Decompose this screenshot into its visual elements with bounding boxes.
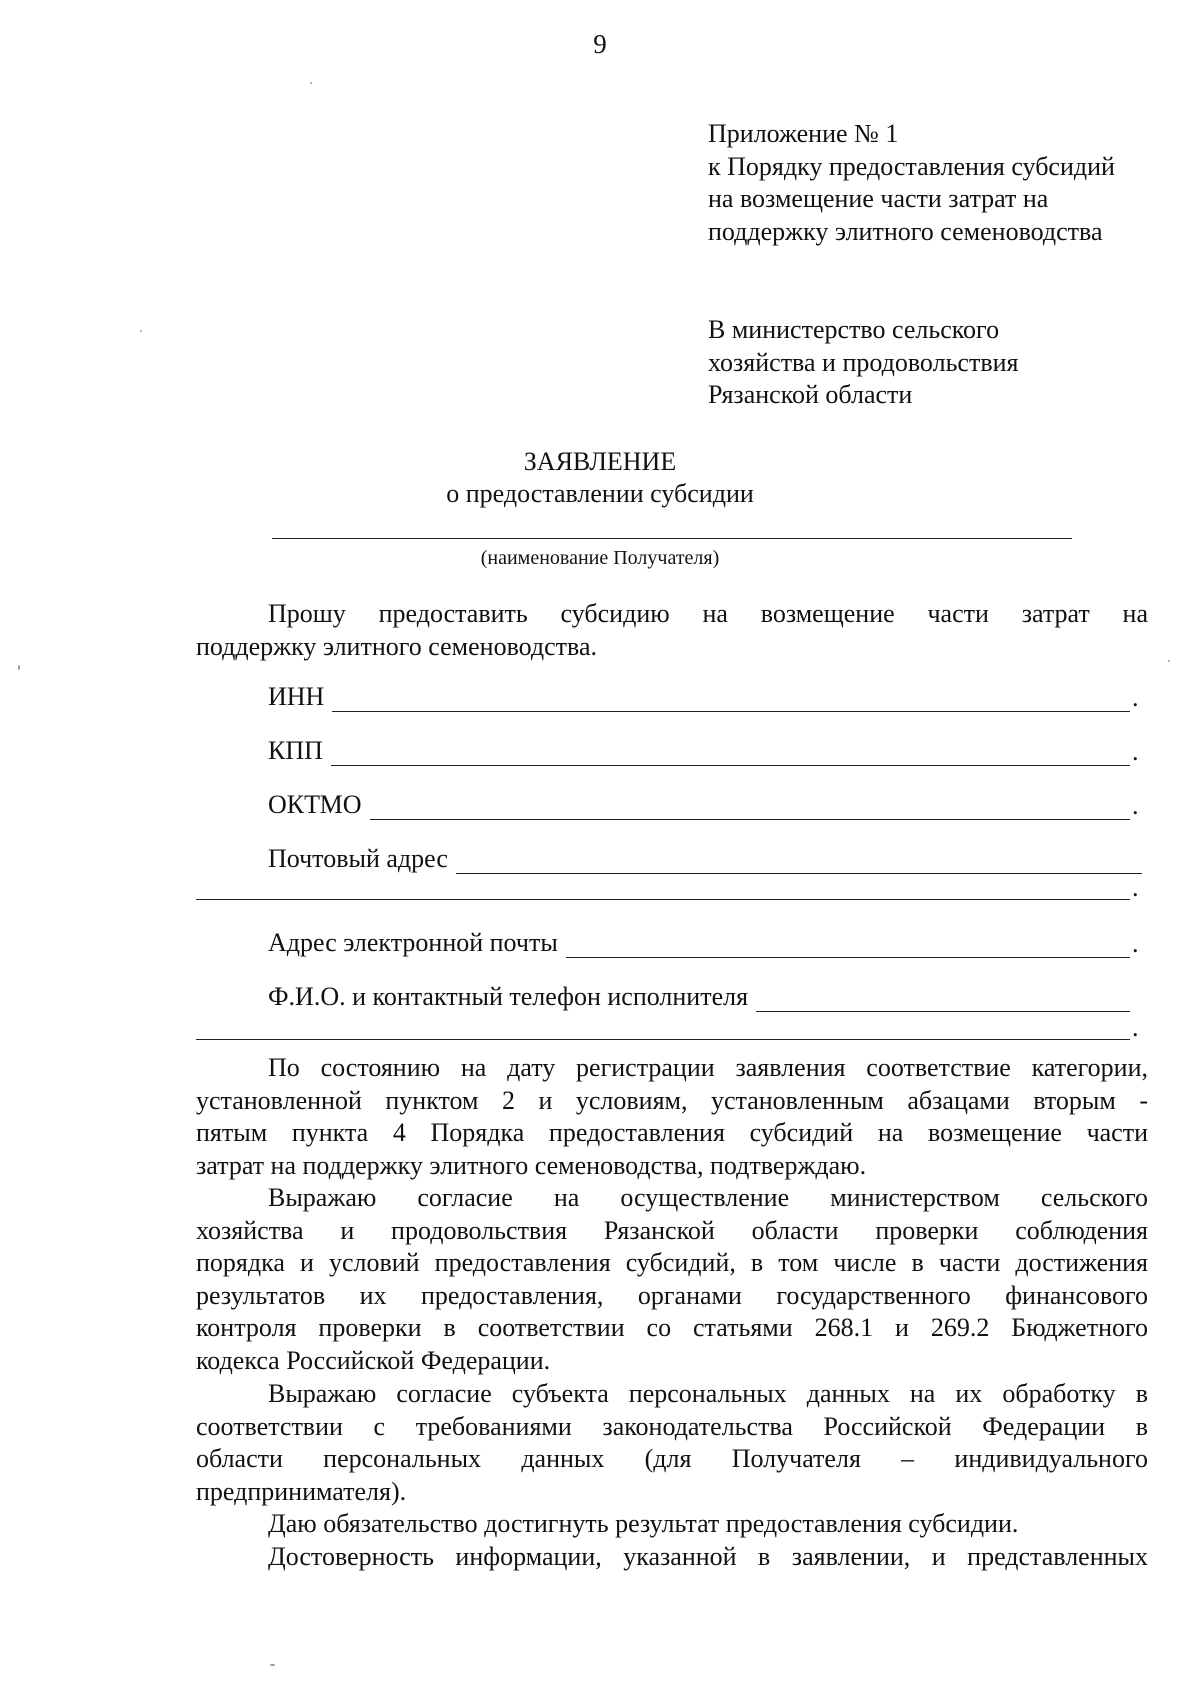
inn-label: ИНН <box>268 682 325 711</box>
addressee-block <box>708 314 1188 412</box>
contact-continuation-line <box>196 1039 1130 1040</box>
recipient-name-line <box>272 538 1072 539</box>
paragraph-line: затрат на поддержку элитного семеноводства, подтверждаю. <box>196 1150 867 1180</box>
paragraph-line: Выражаю согласие на осуществление министерством сельского <box>268 1183 1148 1212</box>
kpp-blank-line <box>331 739 1130 766</box>
paragraph-line: кодекса Российской Федерации. <box>196 1345 551 1375</box>
paragraph-line: области персональных данных (для Получателя – индивидуального <box>196 1444 1148 1474</box>
oktmo-label: ОКТМО <box>268 790 362 819</box>
recipient-caption: (наименование Получателя) <box>480 547 720 569</box>
contact-label: Ф.И.О. и контактный телефон исполнителя <box>268 982 749 1011</box>
field-terminator: . <box>1132 737 1139 766</box>
scan-speck <box>18 665 20 670</box>
kpp-field <box>268 732 1130 766</box>
paragraph-line: результатов их предоставления, органами государственного финансового <box>196 1280 1148 1310</box>
paragraph-line: соответствии с требованиями законодательства Российской Федерации в <box>196 1411 1148 1441</box>
paragraph-line: хозяйства и продовольствия Рязанской области проверки соблюдения <box>196 1215 1148 1245</box>
paragraph-line: порядка и условий предоставления субсидий, в том числе в части достижения <box>196 1248 1148 1278</box>
document-subtitle: о предоставлении субсидии <box>446 479 754 508</box>
scan-speck <box>1168 660 1170 662</box>
addressee-line: Рязанской области <box>708 380 913 409</box>
consent-checks-paragraph <box>196 1182 1148 1378</box>
paragraph-line: контроля проверки в соответствии со статьями 268.1 и 269.2 Бюджетного <box>196 1313 1148 1343</box>
postal-address-field <box>268 840 1142 874</box>
request-paragraph <box>196 598 1148 663</box>
contact-field <box>268 978 1130 1012</box>
paragraph-line: поддержку элитного семеноводства. <box>196 631 598 661</box>
field-terminator: . <box>1132 791 1139 820</box>
paragraph-line: По состоянию на дату регистрации заявления соответствие категории, <box>268 1053 1148 1082</box>
appendix-line: на возмещение части затрат на <box>708 184 1049 213</box>
scan-speck <box>310 82 312 84</box>
email-field <box>268 924 1130 958</box>
obligation-paragraph <box>196 1508 1148 1541</box>
field-terminator: . <box>1132 1013 1139 1042</box>
kpp-label: КПП <box>268 736 323 765</box>
scan-speck <box>270 1664 275 1666</box>
addressee-line: В министерство сельского <box>708 315 1000 344</box>
paragraph-line: пятым пункта 4 Порядка предоставления субсидий на возмещение части <box>196 1118 1148 1148</box>
contact-blank-line <box>756 985 1130 1012</box>
paragraph-line: Достоверность информации, указанной в заявлении, и представленных <box>268 1542 1148 1571</box>
postal-address-label: Почтовый адрес <box>268 844 448 873</box>
appendix-line: к Порядку предоставления субсидий <box>708 151 1115 181</box>
appendix-line: Приложение № 1 <box>708 119 899 148</box>
field-terminator: . <box>1132 873 1139 902</box>
inn-field <box>268 678 1130 712</box>
scan-speck <box>140 330 142 332</box>
paragraph-line: Прошу предоставить субсидию на возмещение части затрат на <box>268 599 1148 628</box>
paragraph-line: Даю обязательство достигнуть результат предоставления субсидии. <box>268 1509 1019 1538</box>
paragraph-line: предпринимателя). <box>196 1476 407 1506</box>
addressee-line: хозяйства и продовольствия <box>708 347 1019 377</box>
inn-blank-line <box>332 685 1130 712</box>
document-title: ЗАЯВЛЕНИЕ <box>523 447 677 476</box>
postal-address-continuation-line <box>196 899 1130 900</box>
paragraph-line: Выражаю согласие субъекта персональных данных на их обработку в <box>268 1379 1148 1408</box>
field-terminator: . <box>1132 929 1139 958</box>
field-terminator: . <box>1132 683 1139 712</box>
postal-address-blank-line <box>456 847 1142 874</box>
appendix-line: поддержку элитного семеноводства <box>708 216 1103 246</box>
reliability-paragraph <box>196 1541 1148 1574</box>
oktmo-blank-line <box>370 793 1130 820</box>
email-blank-line <box>566 931 1130 958</box>
email-label: Адрес электронной почты <box>268 928 558 957</box>
appendix-reference <box>708 118 1188 248</box>
page-number: 9 <box>593 29 607 59</box>
compliance-paragraph <box>196 1052 1148 1182</box>
oktmo-field <box>268 786 1130 820</box>
personal-data-paragraph <box>196 1378 1148 1508</box>
paragraph-line: установленной пунктом 2 и условиям, установленным абзацами вторым - <box>196 1085 1148 1115</box>
